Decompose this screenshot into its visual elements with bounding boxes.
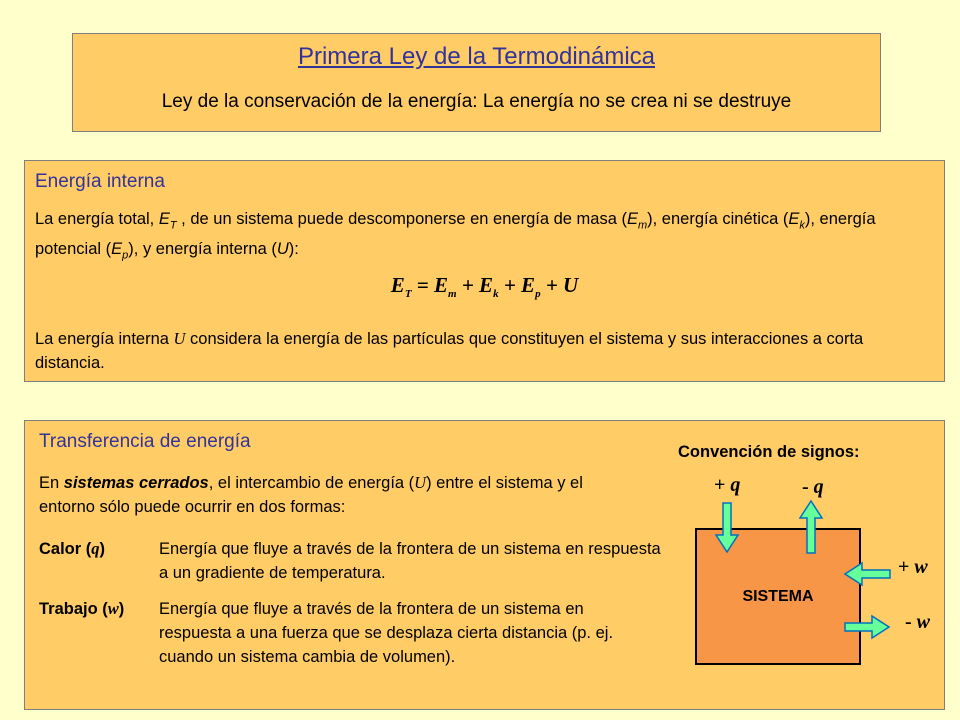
energy-equation: $E_T = E_m + E_k + E_p + U$ [390, 273, 579, 301]
work-definition: Energía que fluye a través de la frontera de un sistema en respuesta a una fuerza que se desplaza cierta distancia (p. ej. cuando un sistema cambia de volumen). [159, 600, 614, 666]
page-title[interactable]: Primera Ley de la Termodinámica [297, 43, 656, 70]
sign-convention-title: Convención de signos: [678, 443, 860, 461]
minus-w-label: - w [905, 611, 931, 633]
heat-definition: Energía que fluye a través de la frontera de un sistema en respuesta a un gradiente de temperatura. [159, 540, 661, 582]
work-term: Trabajo (w) [39, 599, 125, 618]
internal-energy-heading: Energía interna [35, 171, 165, 192]
heat-term: Calor (q) [39, 539, 106, 558]
plus-w-label: + w [898, 556, 928, 578]
plus-q-label: + q [714, 474, 741, 496]
internal-energy-paragraph: La energía total, $E_T$ , de un sistema puede descomponerse en energía de masa $(E_m)$, energía cinética $(E_k)$, energía potencial $(E_p)$, y energía interna (U): [35, 210, 876, 262]
system-label: SISTEMA [742, 588, 814, 605]
plus-w-arrow [845, 563, 890, 585]
minus-w-arrow [845, 616, 889, 638]
energy-transfer-intro: En sistemas cerrados, el intercambio de energía (U) entre el sistema y el entorno sólo puede ocurrir en dos formas: [39, 473, 583, 516]
energy-transfer-heading: Transferencia de energía [39, 431, 251, 452]
minus-q-arrow [800, 501, 822, 553]
internal-energy-description: La energía interna U considera la energía de las partículas que constituyen el sistema y sus interacciones a corta distancia. [35, 329, 864, 372]
minus-q-label: - q [802, 476, 824, 498]
subtitle: Ley de la conservación de la energía: La energía no se crea ni se destruye [161, 91, 792, 112]
plus-q-arrow [716, 503, 738, 552]
